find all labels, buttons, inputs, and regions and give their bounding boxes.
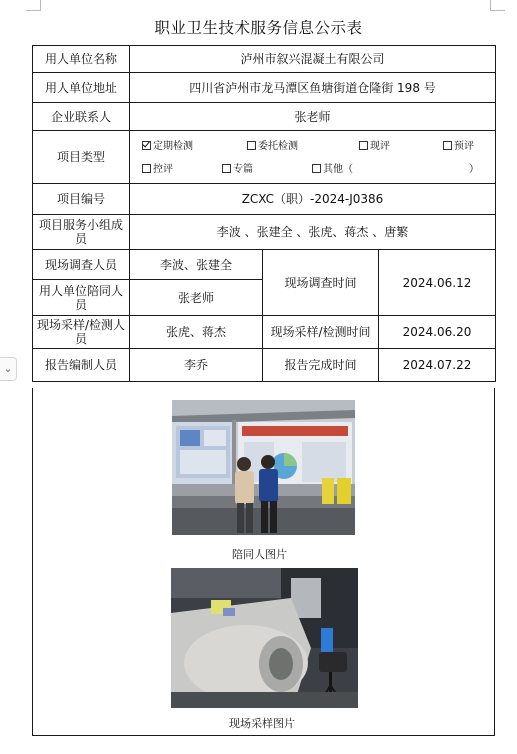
accompany-photo-image bbox=[172, 400, 355, 535]
project-type-options bbox=[130, 131, 496, 184]
checkbox-icon bbox=[312, 164, 321, 173]
value-project-no: ZCXC（职）-2024-J0386 bbox=[130, 184, 496, 215]
checkbox-commissioned[interactable]: 委托检测 bbox=[247, 140, 298, 154]
label-employer-address: 用人单位地址 bbox=[33, 73, 130, 103]
label-project-no: 项目编号 bbox=[33, 184, 130, 215]
label-team: 项目服务小组成员 bbox=[33, 215, 130, 250]
checkbox-status-eval[interactable]: 现评 bbox=[359, 140, 390, 154]
value-survey-staff: 李波、张建全 bbox=[130, 250, 263, 280]
checkbox-pre-eval[interactable]: 预评 bbox=[443, 140, 474, 154]
value-sampling-staff: 张虎、蒋杰 bbox=[130, 316, 263, 349]
label-accompany: 用人单位陪同人员 bbox=[33, 280, 130, 316]
table-row bbox=[33, 215, 496, 250]
checkbox-icon bbox=[359, 141, 368, 150]
checkbox-special[interactable]: 专篇 bbox=[222, 163, 253, 177]
accompany-photo bbox=[172, 400, 355, 535]
table-row bbox=[33, 316, 496, 349]
table-row bbox=[33, 349, 496, 382]
table-row bbox=[33, 73, 496, 103]
label-survey-staff: 现场调查人员 bbox=[33, 250, 130, 280]
checkbox-icon bbox=[222, 164, 231, 173]
value-accompany: 张老师 bbox=[130, 280, 263, 316]
sampling-photo-image bbox=[171, 568, 358, 708]
table-row bbox=[33, 250, 496, 280]
checkbox-icon bbox=[443, 141, 452, 150]
label-sampling-staff: 现场采样/检测人员 bbox=[33, 316, 130, 349]
value-report-time: 2024.07.22 bbox=[379, 349, 496, 382]
page-corner-mark bbox=[490, 0, 505, 11]
sampling-photo-caption: 现场采样图片 bbox=[229, 717, 295, 730]
table-row bbox=[33, 103, 496, 131]
value-employer-name: 泸州市叙兴混凝土有限公司 bbox=[130, 46, 496, 73]
chevron-down-icon[interactable]: ⌄ bbox=[0, 357, 17, 381]
page-corner-mark bbox=[26, 0, 41, 11]
checkbox-other[interactable]: 其他（ bbox=[312, 163, 353, 177]
value-report-staff: 李乔 bbox=[130, 349, 263, 382]
value-survey-time: 2024.06.12 bbox=[379, 250, 496, 316]
label-project-type: 项目类型 bbox=[33, 131, 130, 184]
value-sampling-time: 2024.06.20 bbox=[379, 316, 496, 349]
accompany-photo-caption: 陪同人图片 bbox=[232, 548, 287, 561]
label-report-staff: 报告编制人员 bbox=[33, 349, 130, 382]
sampling-photo bbox=[171, 568, 358, 708]
value-team: 李波 、张建全 、张虎、蒋杰 、唐繁 bbox=[130, 215, 496, 250]
checkbox-periodic[interactable]: 定期检测 bbox=[142, 140, 193, 154]
label-survey-time: 现场调查时间 bbox=[263, 250, 379, 316]
value-contact: 张老师 bbox=[130, 103, 496, 131]
label-contact: 企业联系人 bbox=[33, 103, 130, 131]
table-row bbox=[33, 184, 496, 215]
checked-box-icon bbox=[142, 141, 151, 150]
close-paren: ） bbox=[469, 163, 479, 175]
label-employer-name: 用人单位名称 bbox=[33, 46, 130, 73]
page-title: 职业卫生技术服务信息公示表 bbox=[154, 19, 363, 37]
label-sampling-time: 现场采样/检测时间 bbox=[263, 316, 379, 349]
table-row bbox=[33, 46, 496, 73]
photo-section bbox=[32, 388, 495, 736]
value-employer-address: 四川省泸州市龙马潭区鱼塘街道仓隆街 198 号 bbox=[130, 73, 496, 103]
table-row bbox=[33, 131, 496, 184]
checkbox-icon bbox=[142, 164, 151, 173]
checkbox-control-eval[interactable]: 控评 bbox=[142, 163, 173, 177]
checkbox-icon bbox=[247, 141, 256, 150]
info-table bbox=[32, 45, 496, 382]
label-report-time: 报告完成时间 bbox=[263, 349, 379, 382]
